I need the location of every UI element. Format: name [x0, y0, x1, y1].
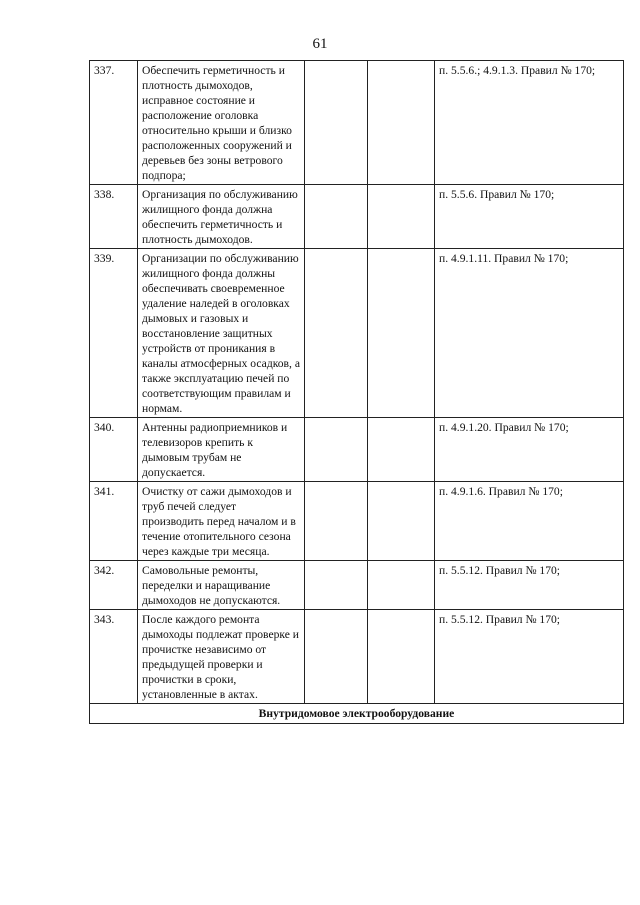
table-row — [90, 482, 624, 561]
row-number: 343. — [90, 610, 138, 704]
row-number: 339. — [90, 249, 138, 418]
empty-cell — [305, 482, 368, 561]
reference-text: п. 4.9.1.6. Правил № 170; — [435, 482, 624, 561]
requirement-text: Антенны радиоприемников и телевизоров крепить к дымовым трубам не допускается. — [138, 418, 305, 482]
table-row — [90, 610, 624, 704]
requirement-text: Обеспечить герметичность и плотность дымоходов, исправное состояние и расположение оголовка относительно крыши и близко расположенных сооружений и деревьев без зоны ветрового подпора; — [138, 61, 305, 185]
table-row — [90, 249, 624, 418]
table-row — [90, 418, 624, 482]
requirement-text: Организация по обслуживанию жилищного фонда должна обеспечить герметичность и плотность дымоходов. — [138, 185, 305, 249]
empty-cell — [368, 249, 435, 418]
row-number: 337. — [90, 61, 138, 185]
requirement-text: После каждого ремонта дымоходы подлежат проверке и прочистке независимо от предыдущей проверки и прочистки в сроки, установленные в актах. — [138, 610, 305, 704]
row-number: 341. — [90, 482, 138, 561]
reference-text: п. 5.5.12. Правил № 170; — [435, 610, 624, 704]
row-number: 338. — [90, 185, 138, 249]
section-heading: Внутридомовое электрооборудование — [90, 704, 624, 724]
empty-cell — [305, 249, 368, 418]
empty-cell — [368, 482, 435, 561]
table-row — [90, 185, 624, 249]
row-number: 342. — [90, 561, 138, 610]
reference-text: п. 4.9.1.20. Правил № 170; — [435, 418, 624, 482]
empty-cell — [368, 61, 435, 185]
reference-text: п. 5.5.6. Правил № 170; — [435, 185, 624, 249]
table-row — [90, 61, 624, 185]
table-row — [90, 561, 624, 610]
requirement-text: Самовольные ремонты, переделки и наращивание дымоходов не допускаются. — [138, 561, 305, 610]
section-row — [90, 704, 624, 724]
reference-text: п. 4.9.1.11. Правил № 170; — [435, 249, 624, 418]
requirement-text: Очистку от сажи дымоходов и труб печей следует производить перед началом и в течение отопительного сезона через каждые три месяца. — [138, 482, 305, 561]
empty-cell — [305, 61, 368, 185]
empty-cell — [368, 418, 435, 482]
requirement-text: Организации по обслуживанию жилищного фонда должны обеспечивать своевременное удаление наледей в оголовках дымовых и газовых и восстановление защитных устройств от проникания в каналы атмосферных осадков, а также эксплуатацию печей по соответствующим правилам и нормам. — [138, 249, 305, 418]
empty-cell — [305, 610, 368, 704]
empty-cell — [368, 610, 435, 704]
reference-text: п. 5.5.6.; 4.9.1.3. Правил № 170; — [435, 61, 624, 185]
reference-text: п. 5.5.12. Правил № 170; — [435, 561, 624, 610]
empty-cell — [368, 561, 435, 610]
row-number: 340. — [90, 418, 138, 482]
empty-cell — [305, 418, 368, 482]
empty-cell — [305, 561, 368, 610]
requirements-table — [89, 60, 624, 724]
page-number: 61 — [312, 36, 328, 52]
empty-cell — [305, 185, 368, 249]
empty-cell — [368, 185, 435, 249]
